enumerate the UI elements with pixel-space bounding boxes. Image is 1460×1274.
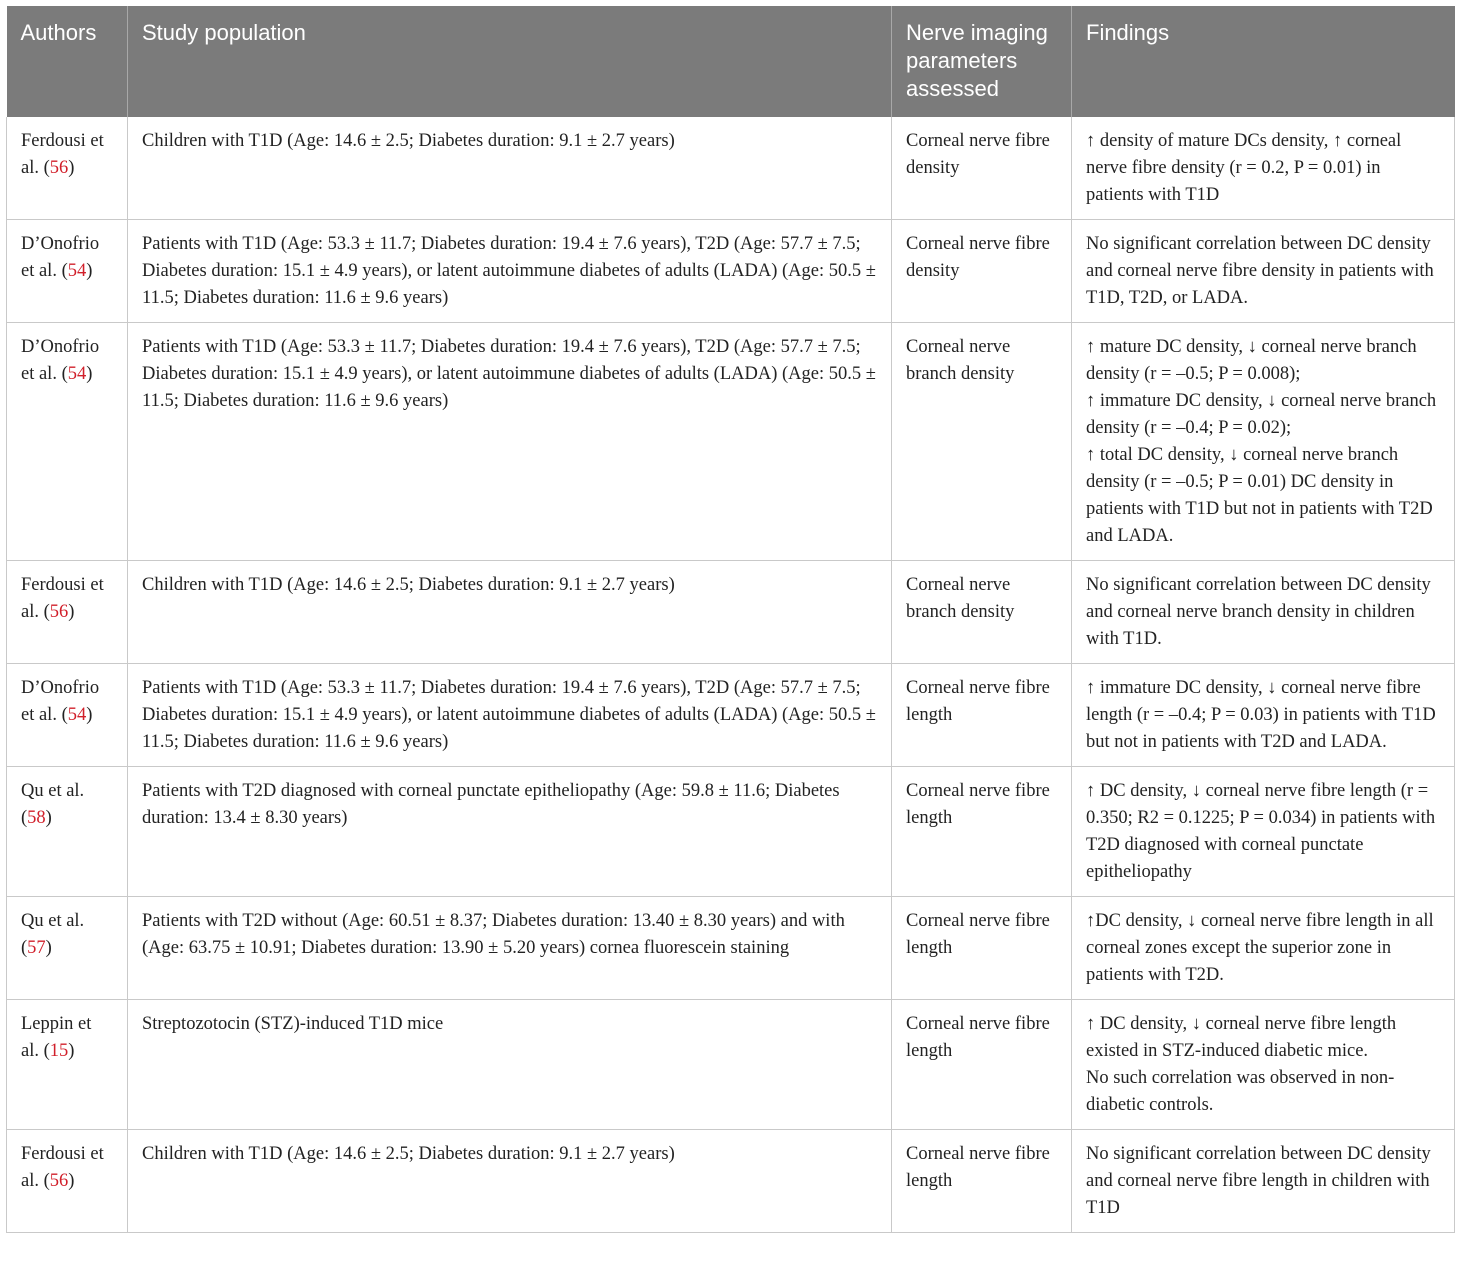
cell-findings	[1072, 1130, 1455, 1233]
table-row	[7, 1000, 1455, 1130]
author-close-paren: )	[86, 364, 93, 384]
author-name: Qu et al. (	[21, 911, 85, 958]
table-row	[7, 664, 1455, 767]
author-close-paren: )	[45, 808, 52, 828]
cell-population: Patients with T1D (Age: 53.3 ± 11.7; Diabetes duration: 19.4 ± 7.6 years), T2D (Age: 57.7 ± 7.5; Diabetes duration: 15.1 ± 4.9 years), or latent autoimmune diabetes of adults (LADA) (Age: 50.5 ± 11.5; Diabetes duration: 11.6 ± 9.6 years)	[128, 323, 892, 561]
header-authors: Authors	[7, 6, 128, 117]
author-name: D’Onofrio et al. (	[21, 337, 100, 384]
author-name: Qu et al. (	[21, 781, 85, 828]
cell-findings	[1072, 664, 1455, 767]
cell-population: Streptozotocin (STZ)-induced T1D mice	[128, 1000, 892, 1130]
cell-params: Corneal nerve fibre length	[892, 767, 1072, 897]
cell-population: Patients with T2D without (Age: 60.51 ± 8.37; Diabetes duration: 13.40 ± 8.30 years) and with (Age: 63.75 ± 10.91; Diabetes duration: 13.90 ± 5.20 years) cornea fluorescein staining	[128, 897, 892, 1000]
reference-link[interactable]: 56	[49, 1171, 69, 1191]
cell-params: Corneal nerve fibre density	[892, 220, 1072, 323]
cell-author	[7, 664, 128, 767]
finding-line: No significant correlation between DC density and corneal nerve fibre length in children with T1D	[1086, 1144, 1431, 1218]
header-params: Nerve imaging parameters assessed	[892, 6, 1072, 117]
reference-link[interactable]: 54	[67, 364, 87, 384]
table-row	[7, 323, 1455, 561]
finding-line: ↑ density of mature DCs density, ↑ corneal nerve fibre density (r = 0.2, P = 0.01) in patients with T1D	[1086, 131, 1402, 205]
cell-params: Corneal nerve fibre length	[892, 1000, 1072, 1130]
cell-findings	[1072, 1000, 1455, 1130]
cell-author	[7, 561, 128, 664]
cell-params: Corneal nerve fibre length	[892, 664, 1072, 767]
header-row	[7, 6, 1455, 117]
table-row	[7, 897, 1455, 1000]
reference-link[interactable]: 54	[67, 261, 87, 281]
cell-findings	[1072, 220, 1455, 323]
table-row	[7, 220, 1455, 323]
reference-link[interactable]: 56	[49, 158, 69, 178]
finding-line: ↑ immature DC density, ↓ corneal nerve branch density (r = –0.4; P = 0.02);	[1086, 391, 1437, 438]
header-findings: Findings	[1072, 6, 1455, 117]
reference-link[interactable]: 58	[27, 808, 46, 828]
finding-line: ↑ DC density, ↓ corneal nerve fibre length existed in STZ-induced diabetic mice.	[1086, 1014, 1397, 1061]
table-row	[7, 117, 1455, 220]
finding-line: ↑ total DC density, ↓ corneal nerve branch density (r = –0.5; P = 0.01) DC density in patients with T1D but not in patients with T2D and LADA.	[1086, 445, 1433, 546]
finding-line: No significant correlation between DC density and corneal nerve branch density in children with T1D.	[1086, 575, 1431, 649]
cell-population: Patients with T1D (Age: 53.3 ± 11.7; Diabetes duration: 19.4 ± 7.6 years), T2D (Age: 57.7 ± 7.5; Diabetes duration: 15.1 ± 4.9 years), or latent autoimmune diabetes of adults (LADA) (Age: 50.5 ± 11.5; Diabetes duration: 11.6 ± 9.6 years)	[128, 664, 892, 767]
author-name: Ferdousi et al. (	[21, 1144, 104, 1191]
finding-line: No significant correlation between DC density and corneal nerve fibre density in patients with T1D, T2D, or LADA.	[1086, 234, 1434, 308]
finding-line: No such correlation was observed in non-diabetic controls.	[1086, 1068, 1395, 1115]
cell-author	[7, 767, 128, 897]
cell-author	[7, 323, 128, 561]
header-population: Study population	[128, 6, 892, 117]
reference-link[interactable]: 57	[27, 938, 46, 958]
author-name: Leppin et al. (	[21, 1014, 92, 1061]
author-close-paren: )	[68, 158, 75, 178]
finding-line: ↑DC density, ↓ corneal nerve fibre length in all corneal zones except the superior zone in patients with T2D.	[1086, 911, 1434, 985]
cell-population: Patients with T2D diagnosed with corneal punctate epitheliopathy (Age: 59.8 ± 11.6; Diabetes duration: 13.4 ± 8.30 years)	[128, 767, 892, 897]
author-close-paren: )	[68, 1041, 75, 1061]
cell-author	[7, 1000, 128, 1130]
author-close-paren: )	[45, 938, 52, 958]
cell-population: Children with T1D (Age: 14.6 ± 2.5; Diabetes duration: 9.1 ± 2.7 years)	[128, 117, 892, 220]
reference-link[interactable]: 54	[67, 705, 87, 725]
cell-params: Corneal nerve branch density	[892, 561, 1072, 664]
cell-population: Patients with T1D (Age: 53.3 ± 11.7; Diabetes duration: 19.4 ± 7.6 years), T2D (Age: 57.7 ± 7.5; Diabetes duration: 15.1 ± 4.9 years), or latent autoimmune diabetes of adults (LADA) (Age: 50.5 ± 11.5; Diabetes duration: 11.6 ± 9.6 years)	[128, 220, 892, 323]
table-row	[7, 561, 1455, 664]
author-close-paren: )	[86, 261, 93, 281]
cell-findings	[1072, 897, 1455, 1000]
author-name: Ferdousi et al. (	[21, 131, 104, 178]
author-name: D’Onofrio et al. (	[21, 234, 100, 281]
cell-author	[7, 220, 128, 323]
author-name: D’Onofrio et al. (	[21, 678, 100, 725]
cell-population: Children with T1D (Age: 14.6 ± 2.5; Diabetes duration: 9.1 ± 2.7 years)	[128, 1130, 892, 1233]
cell-findings	[1072, 323, 1455, 561]
finding-line: ↑ mature DC density, ↓ corneal nerve branch density (r = –0.5; P = 0.008);	[1086, 337, 1417, 384]
cell-findings	[1072, 561, 1455, 664]
finding-line: ↑ DC density, ↓ corneal nerve fibre length (r = 0.350; R2 = 0.1225; P = 0.034) in patients with T2D diagnosed with corneal punctate epitheliopathy	[1086, 781, 1436, 882]
reference-link[interactable]: 56	[49, 602, 69, 622]
cell-params: Corneal nerve fibre length	[892, 1130, 1072, 1233]
studies-table	[6, 6, 1455, 1233]
table-row	[7, 767, 1455, 897]
table-body	[7, 117, 1455, 1233]
cell-findings	[1072, 767, 1455, 897]
reference-link[interactable]: 15	[49, 1041, 69, 1061]
cell-author	[7, 117, 128, 220]
finding-line: ↑ immature DC density, ↓ corneal nerve fibre length (r = –0.4; P = 0.03) in patients with T1D but not in patients with T2D and LADA.	[1086, 678, 1436, 752]
cell-author	[7, 1130, 128, 1233]
author-close-paren: )	[68, 602, 75, 622]
author-name: Ferdousi et al. (	[21, 575, 104, 622]
author-close-paren: )	[68, 1171, 75, 1191]
cell-params: Corneal nerve branch density	[892, 323, 1072, 561]
cell-population: Children with T1D (Age: 14.6 ± 2.5; Diabetes duration: 9.1 ± 2.7 years)	[128, 561, 892, 664]
table-row	[7, 1130, 1455, 1233]
cell-findings	[1072, 117, 1455, 220]
cell-params: Corneal nerve fibre length	[892, 897, 1072, 1000]
cell-params: Corneal nerve fibre density	[892, 117, 1072, 220]
author-close-paren: )	[86, 705, 93, 725]
cell-author	[7, 897, 128, 1000]
